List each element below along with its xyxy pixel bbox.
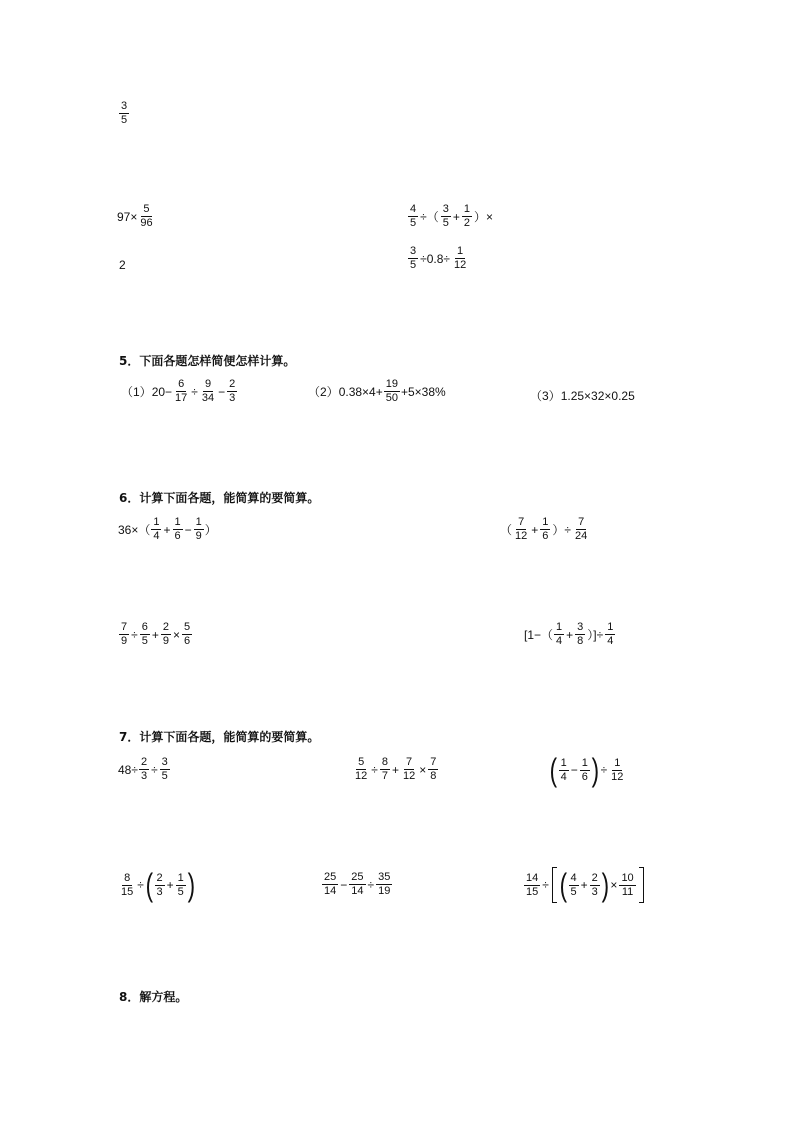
right-square-bracket xyxy=(639,867,644,903)
q6-expr-3: $\frac{7}{9}$ ÷ $\frac{6}{5}$ + $\frac{2}{9}$ × $\frac{5}{6}$ xyxy=(121,621,191,647)
q7-expr-6: $\frac{14}{15}$ ÷ ( $\frac{4}{5}$ + $\frac{2}{3}$ ) × $\frac{10}{11}$ xyxy=(523,867,646,903)
expr-4-5-divide: $\frac{4}{5}$ ÷（ $\frac{3}{5}$ + $\frac{1}{2}$ ）× xyxy=(410,203,493,229)
q6-expr-4: [1−（ $\frac{1}{4}$ + $\frac{3}{8}$ ）]÷ $\frac{1}{4}$ xyxy=(524,621,614,647)
left-square-bracket xyxy=(552,867,557,903)
expr-3-5-divide-0-8: $\frac{3}{5}$ ÷0.8÷ $\frac{1}{12}$ xyxy=(410,245,467,271)
q6-expr-2: （ $\frac{7}{12}$ + $\frac{1}{6}$ ）÷ $\frac{7}{24}$ xyxy=(500,516,588,542)
q7-expr-3: ( $\frac{1}{4}$ − $\frac{1}{6}$ ) ÷ $\frac{1}{12}$ xyxy=(549,752,624,788)
question-6-title: 6．计算下面各题，能简算的要简算。 xyxy=(119,491,320,505)
fraction-3-5: $\frac{3}{5}$ xyxy=(121,100,128,126)
q7-expr-1: 48÷ $\frac{2}{3}$ ÷ $\frac{3}{5}$ xyxy=(118,756,168,782)
q7-expr-5: $\frac{25}{14}$ − $\frac{25}{14}$ ÷ $\frac{35}{19}$ xyxy=(324,871,391,897)
q6-expr-1: 36×（ $\frac{1}{4}$ + $\frac{1}{6}$ − $\frac{1}{9}$ ） xyxy=(118,516,217,542)
q7-expr-2: $\frac{5}{12}$ ÷ $\frac{8}{7}$ + $\frac{7}{12}$ × $\frac{7}{8}$ xyxy=(355,756,437,782)
expr-97-times: 97× $\frac{5}{96}$ xyxy=(117,203,153,229)
question-8-title: 8．解方程。 xyxy=(119,990,188,1004)
expr-tail-2: 2 xyxy=(119,258,126,272)
q5-part-2: （2） 0.38×4+ $\frac{19}{50}$ +5×38% xyxy=(308,378,446,404)
question-7-title: 7．计算下面各题，能简算的要简算。 xyxy=(119,730,320,744)
q7-expr-4: $\frac{8}{15}$ ÷ ( $\frac{2}{3}$ + $\frac{1}{5}$ ) xyxy=(121,867,195,903)
q5-part-1: （1） 20− $\frac{6}{17}$ ÷ $\frac{9}{34}$ − $\frac{2}{3}$ xyxy=(121,378,236,404)
q5-part-3: （3） 1.25×32×0.25 xyxy=(530,388,635,403)
question-5-title: 5．下面各题怎样简便怎样计算。 xyxy=(119,354,296,368)
